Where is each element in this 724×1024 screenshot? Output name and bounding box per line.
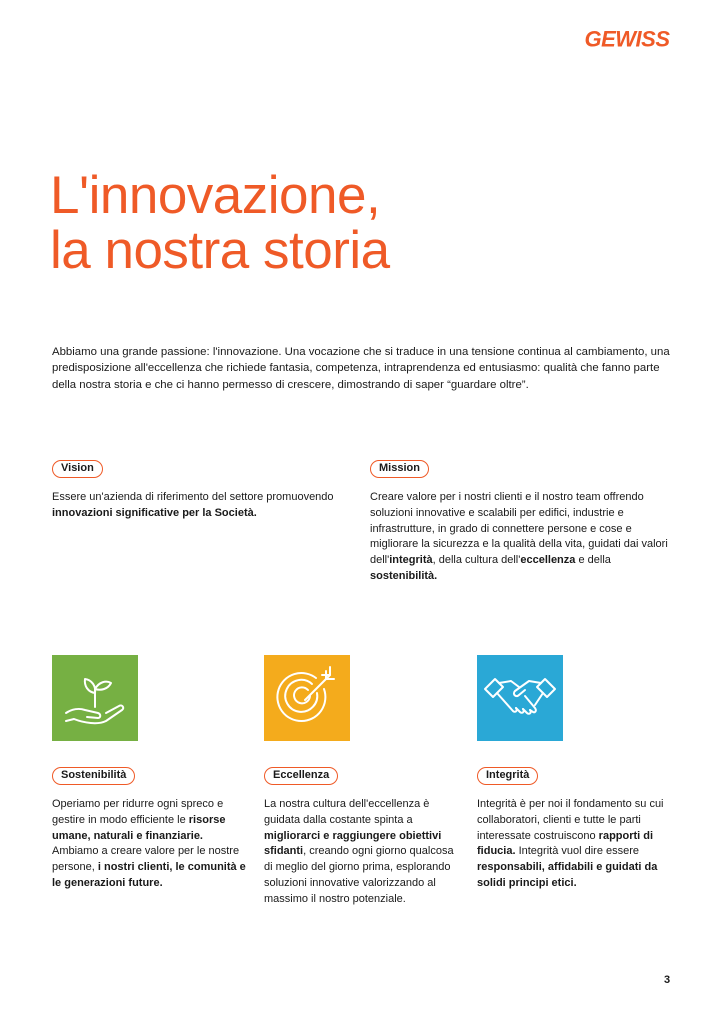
logo-text: GEWISS <box>584 26 670 52</box>
gewiss-logo <box>578 26 676 52</box>
text-run: Essere un'azienda di riferimento del settore promuovendo <box>52 491 334 503</box>
eccellenza-text <box>264 797 454 908</box>
bold-text-run: i nostri clienti, le comunità e le generazioni future. <box>52 861 246 889</box>
plant-in-hand-icon <box>52 655 138 741</box>
text-run: La nostra cultura dell'eccellenza è guidata dalla costante spinta a <box>264 798 430 826</box>
vision-text <box>52 490 352 522</box>
vision-tag: Vision <box>52 460 103 478</box>
bold-text-run: migliorarci e raggiungere obiettivi sfidanti <box>264 829 442 858</box>
integrita-tag: Integrità <box>477 767 538 785</box>
integrita-tile <box>477 655 563 741</box>
sostenibilita-tag-wrap <box>52 765 135 785</box>
sostenibilita-tag: Sostenibilità <box>52 767 135 785</box>
integrita-text <box>477 797 669 892</box>
handshake-icon <box>477 655 563 741</box>
text-run: Integrità è per noi il fondamento su cui collaboratori, clienti e tutte le parti interessate costruiscono <box>477 798 664 842</box>
text-run: , della cultura dell' <box>432 554 521 567</box>
mission-section <box>370 458 429 478</box>
bold-text-run: rapporti di fiducia. <box>477 829 654 858</box>
title-line-2: la nostra storia <box>50 221 390 280</box>
text-run: Operiamo per ridurre ogni spreco e gestire in modo efficiente le <box>52 798 224 826</box>
bold-text-run: responsabili, affidabili e guidati da solidi principi etici. <box>477 861 658 889</box>
bold-text-run: sostenibilità. <box>370 569 438 582</box>
intro-paragraph: Abbiamo una grande passione: l'innovazione. Una vocazione che si traduce in una tensione continua al cambiamento, una predisposizione all'eccellenza che richiede fantasia, competenza, intraprendenza ed entusiasmo: qualità che fanno parte della nostra storia e che ci hanno permesso di crescere, dimostrando di saper “guardare oltre”. <box>52 346 670 391</box>
text-run: Creare valore per i nostri clienti e il nostro team offrendo soluzioni innovative e scalabili per edifici, industrie e infrastrutture, in grado di connettere persone e cose e migliorare la sicurezza e la qualità della vita, guidati dai valori dell' <box>370 491 668 567</box>
mission-text <box>370 490 680 585</box>
bold-text-run: risorse umane, naturali e finanziarie. <box>52 813 226 842</box>
bold-text-run: integrità <box>389 554 433 567</box>
sostenibilita-tile <box>52 655 138 741</box>
page-number: 3 <box>664 974 671 986</box>
eccellenza-tag-wrap <box>264 765 338 785</box>
integrita-tag-wrap <box>477 765 538 785</box>
vision-section <box>52 458 103 478</box>
text-run: e della <box>575 554 611 567</box>
title-line-1: L'innovazione, <box>50 166 381 225</box>
text-run: Ambiamo a creare valore per le nostre persone, <box>52 845 240 874</box>
eccellenza-tile <box>264 655 350 741</box>
sostenibilita-text <box>52 797 250 892</box>
page-title <box>50 168 390 278</box>
bold-text-run: innovazioni significative per la Società. <box>52 506 257 519</box>
integrita-bg <box>477 655 563 741</box>
target-arrow-icon <box>264 655 350 741</box>
text-run: Integrità vuol dire essere <box>515 845 640 858</box>
mission-tag: Mission <box>370 460 429 478</box>
bold-text-run: eccellenza <box>520 554 576 567</box>
eccellenza-tag: Eccellenza <box>264 767 338 785</box>
text-run: , creando ogni giorno qualcosa di meglio del giorno prima, esplorando soluzioni innovative valorizzando al massimo il nostro potenziale. <box>264 845 454 905</box>
